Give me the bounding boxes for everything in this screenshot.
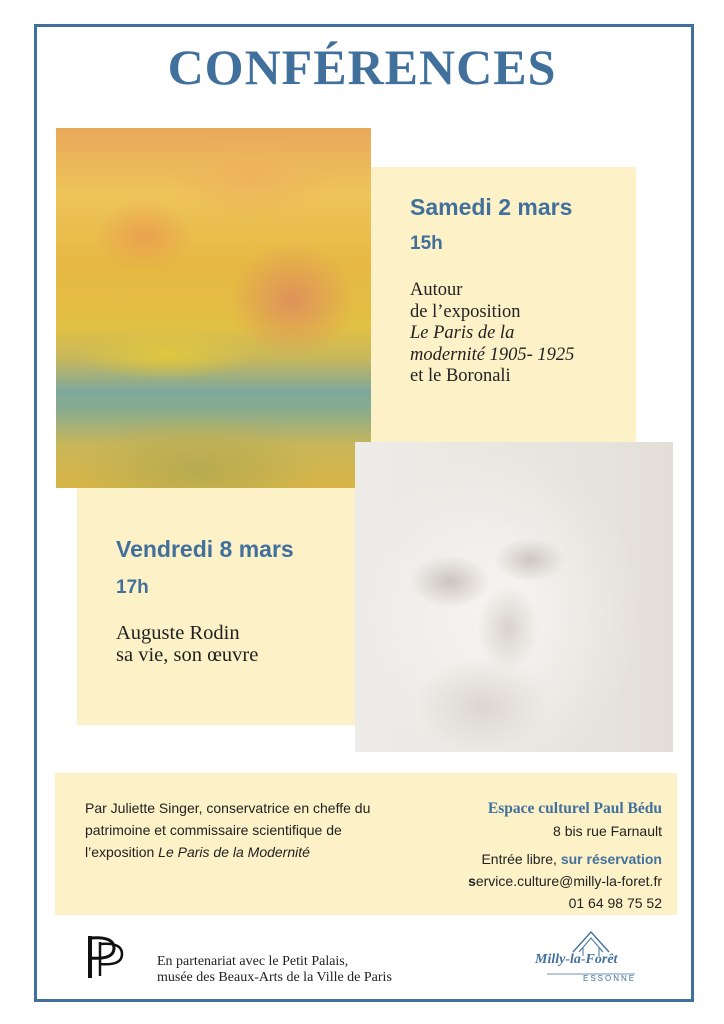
event2-panel [77,488,355,725]
event1-line4: modernité 1905- 1925 [410,344,575,365]
venue-address: 8 bis rue Farnault [553,823,662,839]
partner-text [157,954,392,986]
event2-line1: Auguste Rodin [116,622,240,644]
event2-date: Vendredi 8 mars [116,536,294,562]
entry-prefix: Entrée libre, [481,851,561,867]
venue-phone: 01 64 98 75 52 [568,895,662,911]
painting-image [56,128,371,488]
partner-line2: musée des Beaux-Arts de la Ville de Paris [157,970,392,985]
partner-line1: En partenariat avec le Petit Palais, [157,954,349,969]
credit-line3 [85,841,370,863]
credit-exhibition-title: Le Paris de la Modernité [158,844,310,860]
venue-info [468,798,662,914]
petit-palais-logo-icon [86,932,130,980]
venue-email[interactable] [468,870,662,892]
rodin-sculpture-image [355,442,673,752]
credit-line2: patrimoine et commissaire scientifique de [85,822,342,838]
event1-date: Samedi 2 mars [410,194,573,220]
event1-line2: de l’exposition [410,301,521,322]
event2-time: 17h [116,577,149,598]
credit-line3-prefix: l’exposition [85,844,159,860]
event1-line1: Autour [410,280,463,300]
event2-description [116,622,258,666]
event1-time: 15h [410,233,443,254]
email-first-letter: s [468,873,476,889]
milly-logo-region: ESSONNE [583,974,637,983]
event1-line5: et le Boronali [410,366,511,386]
milly-logo-name: Milly-la-Forêt [535,952,618,967]
event2-line2: sa vie, son œuvre [116,644,259,666]
event1-description [410,280,574,388]
event1-line3: Le Paris de la [410,323,515,343]
credit-line1: Par Juliette Singer, conservatrice en cheffe du [85,800,371,816]
venue-name: Espace culturel Paul Bédu [487,800,662,817]
email-rest: ervice.culture@milly-la-foret.fr [475,873,662,889]
reservation-highlight: sur réservation [560,851,662,867]
page-title: CONFÉRENCES [167,39,557,95]
speaker-credit [85,797,370,863]
venue-entry [468,848,662,870]
